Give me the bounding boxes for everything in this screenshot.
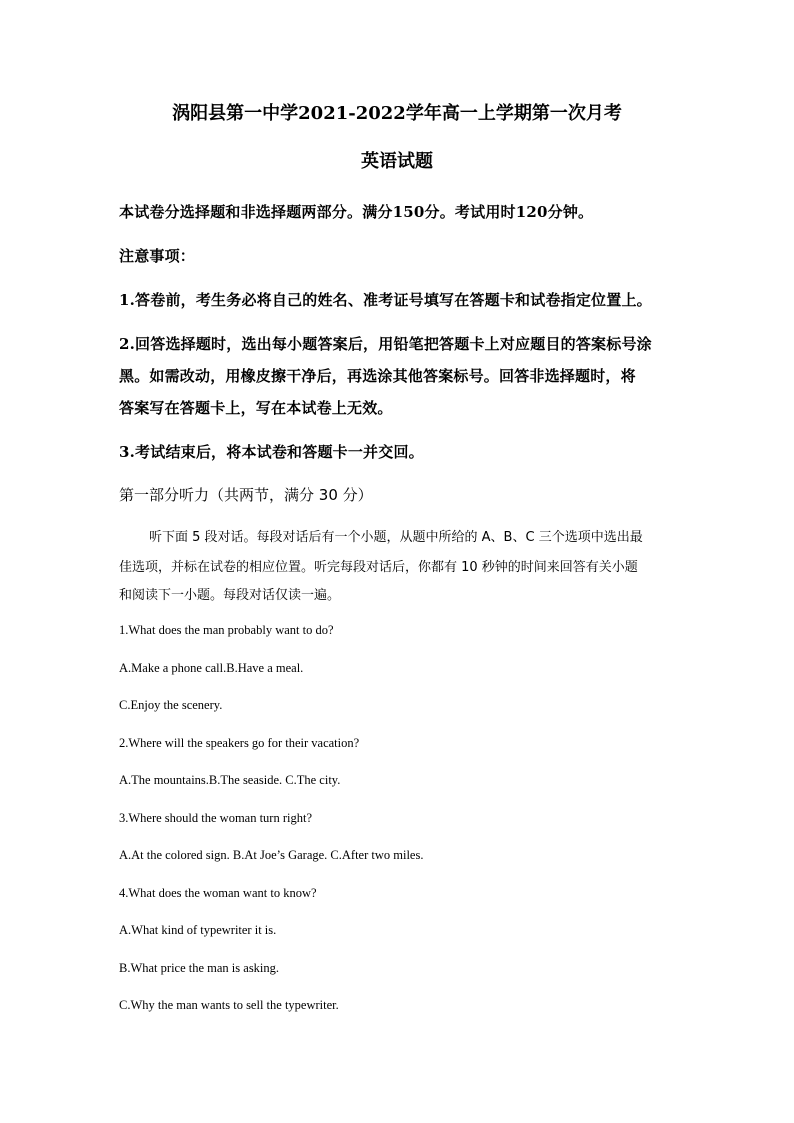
exam-summary: 本试卷分选择题和非选择题两部分。满分150分。考试用时120分钟。: [119, 203, 594, 221]
question-2: 2.Where will the speakers go for their vacation?: [119, 736, 360, 750]
question-1-options-ab: A.Make a phone call.B.Have a meal.: [119, 661, 304, 675]
question-4: 4.What does the woman want to know?: [119, 886, 317, 900]
notice-item-2-line-1: 2.回答选择题时，选出每小题答案后，用铅笔把答题卡上对应题目的答案标号涂: [119, 335, 652, 353]
question-1-option-c: C.Enjoy the scenery.: [119, 698, 223, 712]
question-3-options: A.At the colored sign. B.At Joe’s Garage. C.After two miles.: [119, 848, 424, 862]
question-4-option-a: A.What kind of typewriter it is.: [119, 923, 277, 937]
notice-item-2-line-3: 答案写在答题卡上，写在本试卷上无效。: [119, 399, 393, 417]
exam-subtitle: 英语试题: [361, 151, 433, 172]
question-4-option-b: B.What price the man is asking.: [119, 961, 280, 975]
part1-intro-line-1: 听下面 5 段对话。每段对话后有一个小题，从题中所给的 A、B、C 三个选项中选出最: [149, 530, 643, 545]
notice-item-3: 3.考试结束后，将本试卷和答题卡一并交回。: [119, 443, 424, 461]
question-1: 1.What does the man probably want to do?: [119, 623, 334, 637]
part1-intro-line-3: 和阅读下一小题。每段对话仅读一遍。: [119, 588, 341, 603]
part1-intro-line-2: 佳选项，并标在试卷的相应位置。听完每段对话后，你都有 10 秒钟的时间来回答有关小题: [119, 560, 638, 575]
part1-heading: 第一部分听力（共两节，满分 30 分）: [119, 486, 373, 504]
question-2-options: A.The mountains.B.The seaside. C.The city.: [119, 773, 341, 787]
question-4-option-c: C.Why the man wants to sell the typewriter.: [119, 998, 339, 1012]
notice-item-1: 1.答卷前，考生务必将自己的姓名、准考证号填写在答题卡和试卷指定位置上。: [119, 291, 652, 309]
exam-title: 涡阳县第一中学2021-2022学年高一上学期第一次月考: [172, 103, 622, 124]
question-3: 3.Where should the woman turn right?: [119, 811, 313, 825]
notice-heading: 注意事项：: [119, 247, 196, 265]
notice-item-2-line-2: 黑。如需改动，用橡皮擦干净后，再选涂其他答案标号。回答非选择题时，将: [119, 367, 636, 385]
